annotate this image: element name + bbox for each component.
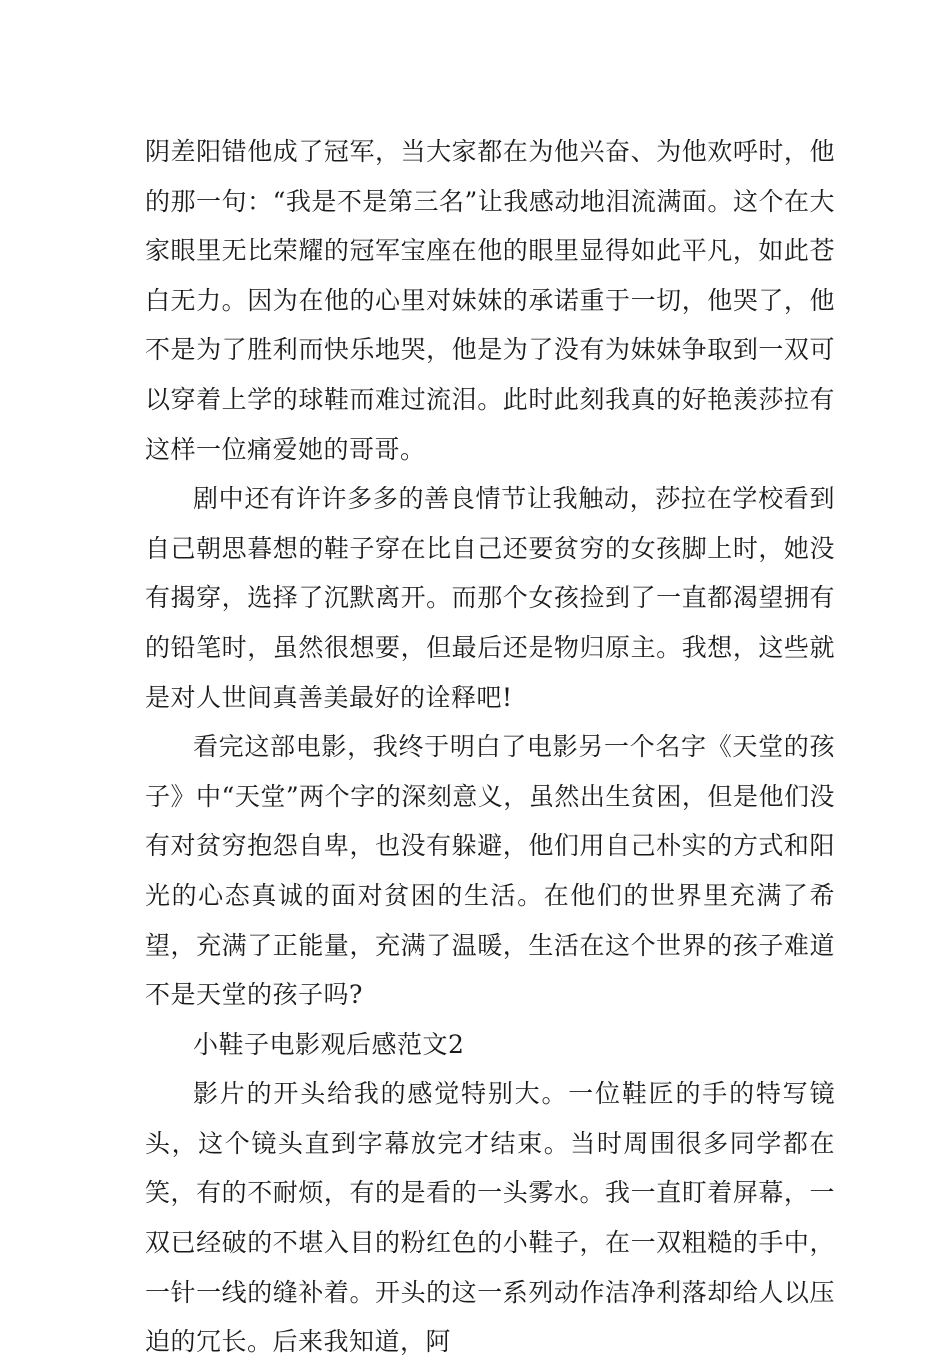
paragraph-heaven: 看完这部电影，我终于明白了电影另一个名字《天堂的孩子》中“天堂”两个字的深刻意义，虽然出生贫困，但是他们没有对贫穷抱怨自卑，也没有躲避，他们用自己朴实的方式和阳光的心态真诚的面对贫困的生活。在他们的世界里充满了希望，充满了正能量，充满了温暖，生活在这个世界的孩子难道不是天堂的孩子吗? bbox=[145, 732, 835, 1010]
section-heading: 小鞋子电影观后感范文2 bbox=[193, 1029, 465, 1059]
document-body bbox=[145, 127, 835, 1367]
paragraph-opening: 影片的开头给我的感觉特别大。一位鞋匠的手的特写镜头，这个镜头直到字幕放完才结束。当时周围很多同学都在笑，有的不耐烦，有的是看的一头雾水。我一直盯着屏幕，一双已经破的不堪入目的粉红色的小鞋子，在一双粗糙的手中，一针一线的缝补着。开头的这一系列动作洁净利落却给人以压迫的冗长。后来我知道，阿 bbox=[145, 1079, 835, 1357]
paragraph-continuation: 阴差阳错他成了冠军，当大家都在为他兴奋、为他欢呼时，他的那一句：“我是不是第三名”让我感动地泪流满面。这个在大家眼里无比荣耀的冠军宝座在他的眼里显得如此平凡，如此苍白无力。因为在他的心里对妹妹的承诺重于一切，他哭了，他不是为了胜利而快乐地哭，他是为了没有为妹妹争取到一双可以穿着上学的球鞋而难过流泪。此时此刻我真的好艳羡莎拉有这样一位痛爱她的哥哥。 bbox=[145, 137, 835, 464]
paragraph-kindness: 剧中还有许许多多的善良情节让我触动，莎拉在学校看到自己朝思暮想的鞋子穿在比自己还要贫穷的女孩脚上时，她没有揭穿，选择了沉默离开。而那个女孩捡到了一直都渴望拥有的铅笔时，虽然很想要，但最后还是物归原主。我想，这些就是对人世间真善美最好的诠释吧! bbox=[145, 484, 835, 712]
